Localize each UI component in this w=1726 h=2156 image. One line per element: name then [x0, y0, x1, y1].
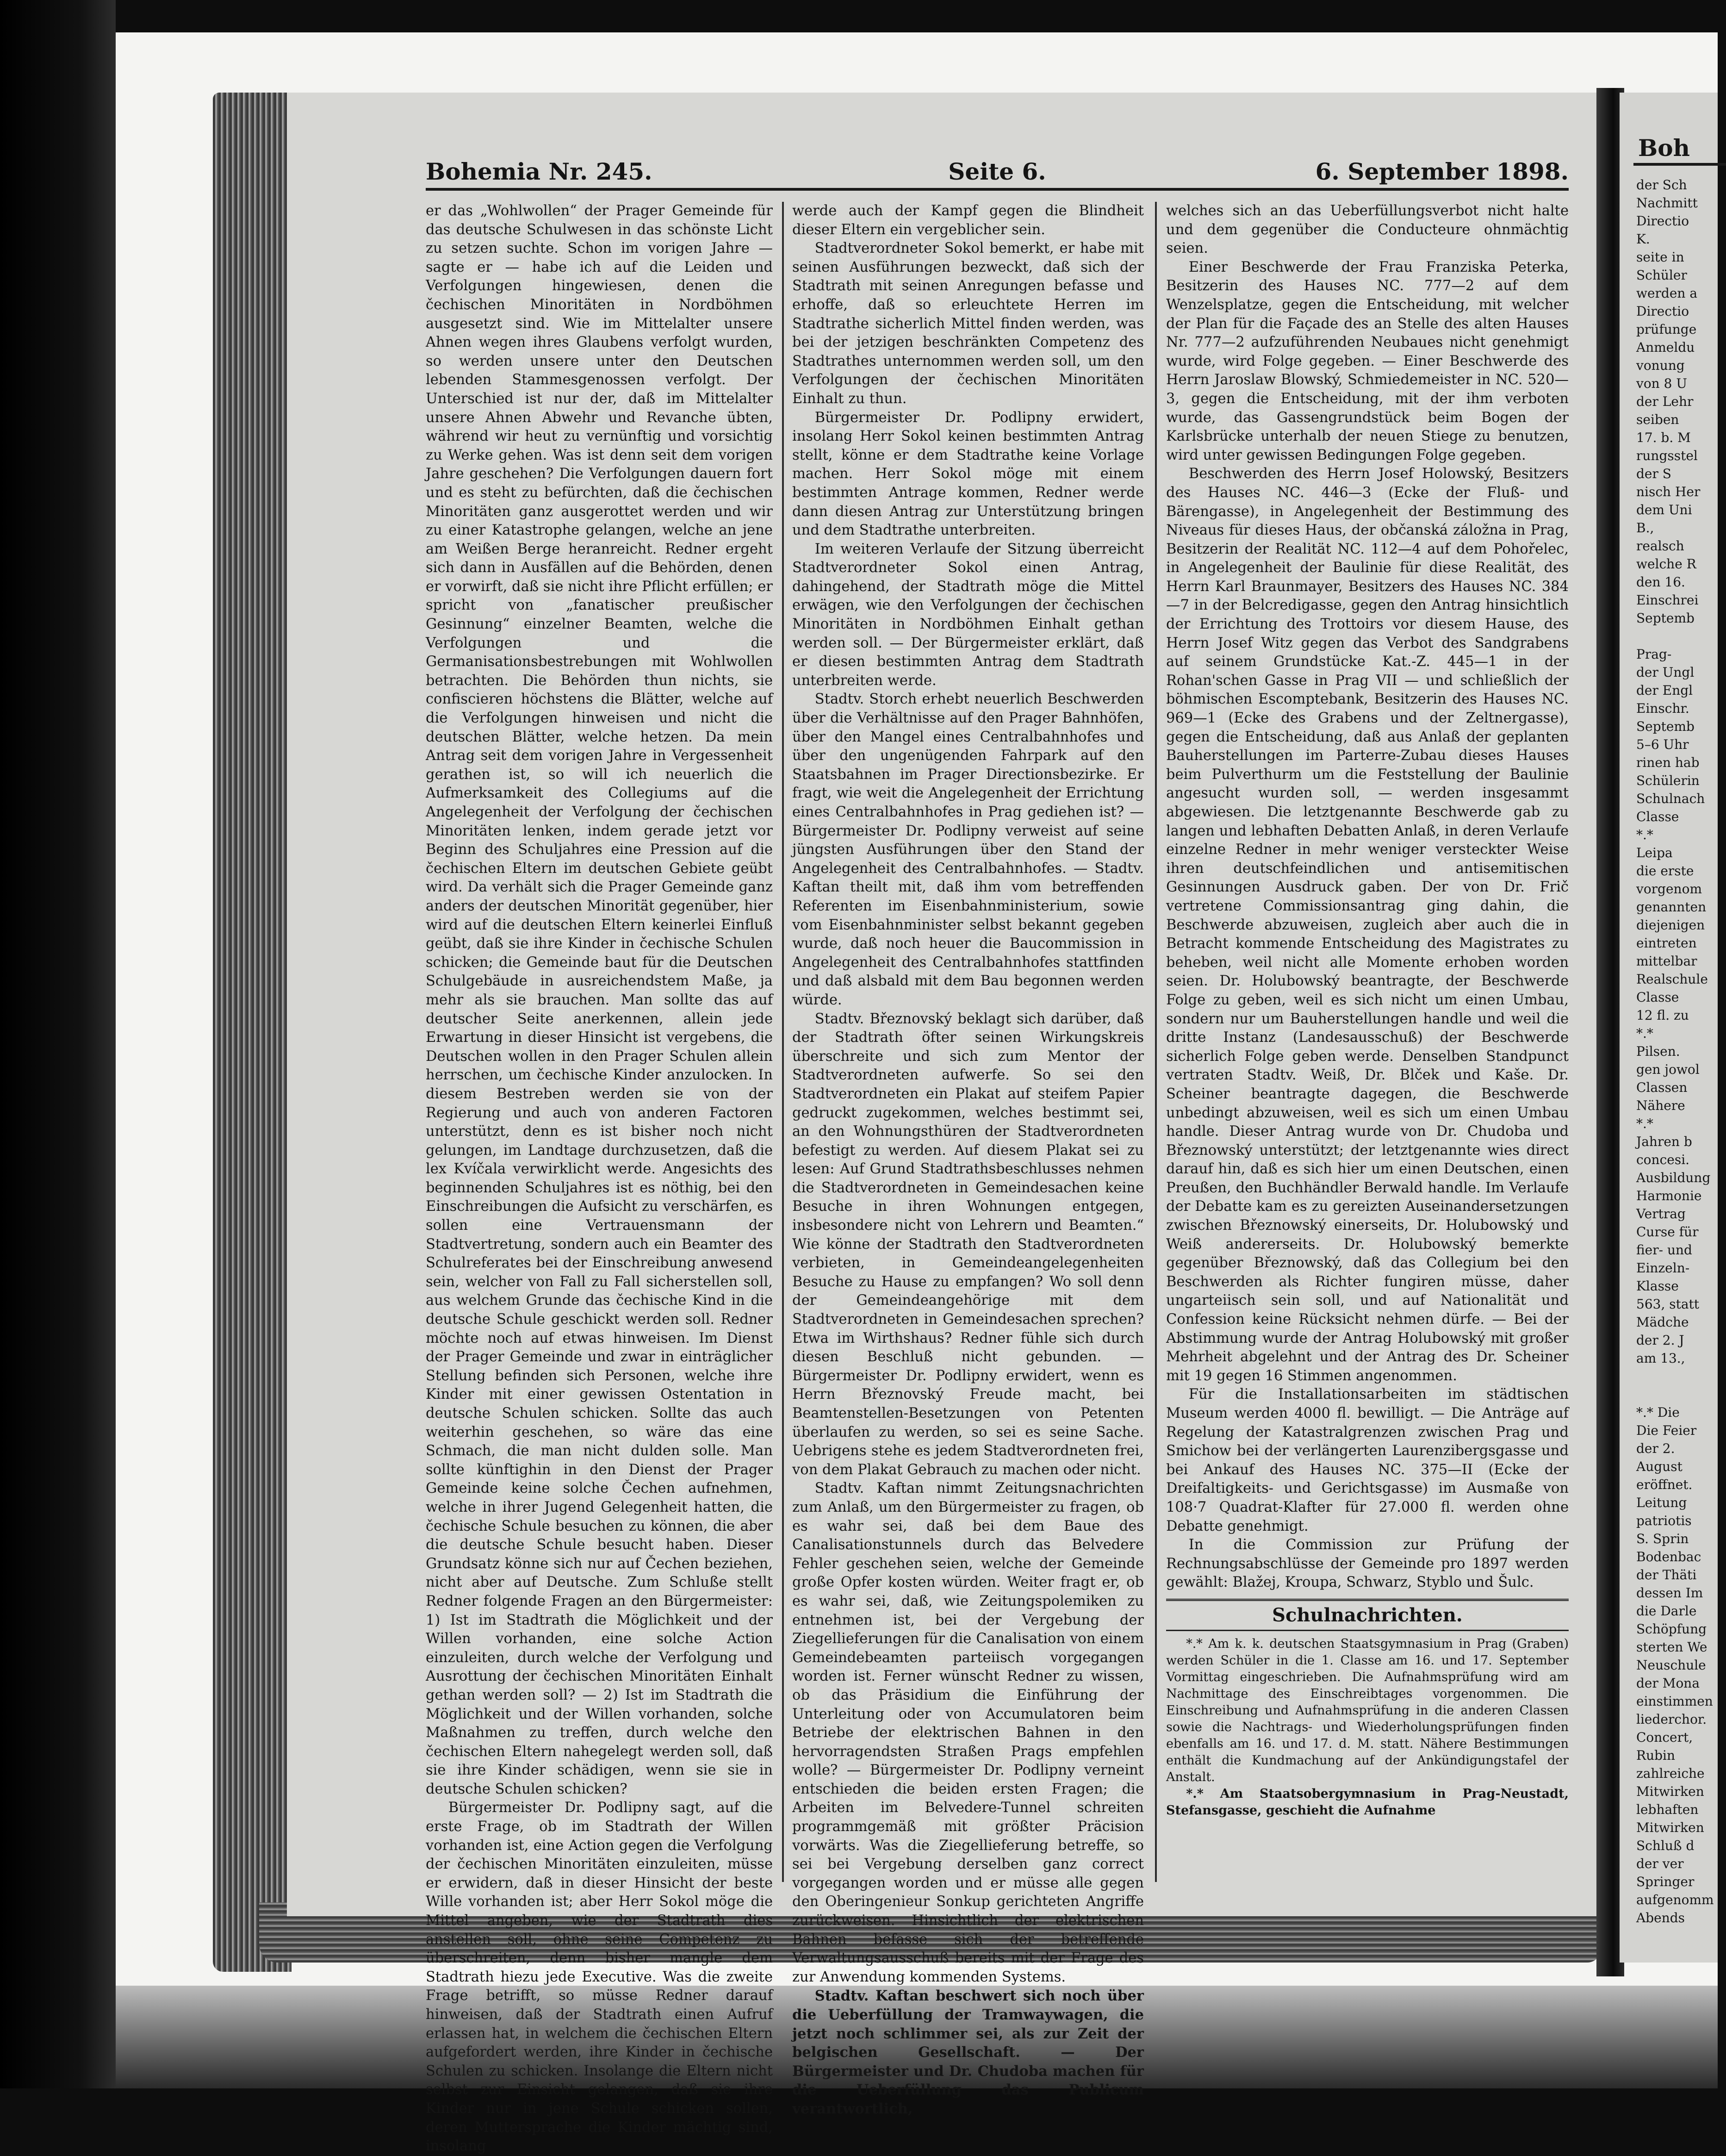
- book-page-edges-left: [213, 93, 292, 1972]
- article-paragraph: Stadtv. Storch erhebt neuerlich Beschwerden über die Verhältnisse auf den Prager Bahnhöfen, über den Mangel eines Centralbahnhofes und über den ungenügenden Fahrpark auf den Staatsbahnen im Prager Directionsbezirke. Er fragt, wie weit die Angelegenheit der Errichtung eines Centralbahnhofes in Prag gediehen ist? — Bürgermeister Dr. Podlipny verweist auf seine jüngsten Ausführungen über den Stand der Angelegenheit des Centralbahnhofes. — Stadtv. Kaftan theilt mit, daß ihm vom betreffenden Referenten im Eisenbahnministerium, sowie vom Eisenbahnminister selbst bekannt gegeben wurde, daß noch heuer die Baucommission in Angelegenheit des Centralbahnhofes stattfinden und daß alsbald mit dem Bau begonnen werden würde.: [792, 691, 1144, 1008]
- article-paragraph: Für die Installationsarbeiten im städtischen Museum werden 4000 fl. bewilligt. — Die Anträge auf Regelung der Katastralgrenzen zwischen Prag und Smichow bei der verlängerten Laurenzibergsgasse und bei Ankauf des Hauses NC. 375—II (Ecke der Dreifaltigkeits- und Gerichtsgasse) im Ausmaße von 108·7 Quadrat-Klafter für 27.000 fl. werden ohne Debatte genehmigt.: [1166, 1386, 1569, 1534]
- adjacent-page-line: Springer: [1636, 1874, 1695, 1889]
- adjacent-page-line: Schulnach: [1636, 791, 1705, 806]
- adjacent-page-line: [1636, 1385, 1718, 1403]
- adjacent-page-line: patriotis: [1636, 1513, 1692, 1528]
- adjacent-page-line: Classen: [1636, 1080, 1688, 1095]
- article-paragraph: werde auch der Kampf gegen die Blindheit dieser Eltern ein vergeblicher sein.: [792, 203, 1144, 238]
- adjacent-page-line: liederchor.: [1636, 1712, 1707, 1727]
- adjacent-page-line: Leitung: [1636, 1495, 1687, 1510]
- adjacent-page-line: [1636, 627, 1718, 645]
- adjacent-page-line: Prag-: [1636, 647, 1672, 662]
- adjacent-page-line: Einzeln-: [1636, 1260, 1690, 1276]
- school-news-item: *.* Am Staatsobergymnasium in Prag-Neustadt, Stefansgasse, geschieht die Aufnahme: [1166, 1786, 1569, 1818]
- adjacent-page-line: der 2.: [1636, 1441, 1675, 1456]
- adjacent-page-line: welche R: [1636, 556, 1696, 572]
- adjacent-page-line: lebhaften: [1636, 1802, 1699, 1817]
- film-dark-margin: [0, 0, 116, 2088]
- adjacent-page-line: Schöpfung: [1636, 1621, 1707, 1637]
- adjacent-page-line: Septemb: [1636, 719, 1695, 734]
- article-paragraph: Stadtv. Kaftan nimmt Zeitungsnachrichten zum Anlaß, um den Bürgermeister zu fragen, ob es wahr sei, daß bei dem Baue des Canalisationstunnels durch das Belvedere Fehler geschehen seien, welche der Gemeinde große Opfer kosten würden. Weiter fragt er, ob es wahr sei, daß, wie Zeitungspolemiken zu entnehmen ist, bei der Vergebung der Ziegellieferungen für die Canalisation von einem Gemeindebeamten parteiisch vorgegangen worden ist. Ferner wünscht Redner zu wissen, ob das Präsidium die Einführung der Unterleitung oder von Accumulatoren beim Betriebe der elektrischen Bahnen in den hervorragendsten Straßen Prags empfehlen wolle? — Bürgermeister Dr. Podlipny verneint entschieden die beiden ersten Fragen; die Arbeiten im Belvedere-Tunnel schreiten programmgemäß mit größter Präcision vorwärts. Was die Ziegellieferung betreffe, so sei bei Vergebung derselben ganz correct vorgegangen worden und er müsse alle gegen den Oberingenieur Sonkup gerichteten Angriffe zurückweisen. Hinsichtlich der elektrischen Bahnen befasse sich der betreffende Verwaltungsausschuß bereits mit der Frage des zur Anwendung kommenden Systems.: [792, 1480, 1144, 1985]
- adjacent-page-line: Mädche: [1636, 1315, 1689, 1330]
- header-issue: Bohemia Nr. 245.: [426, 158, 652, 185]
- adjacent-page-line: Directio: [1636, 304, 1689, 319]
- article-paragraph: Im weiteren Verlaufe der Sitzung überreicht Stadtverordneter Sokol einen Antrag, dahingehend, der Stadtrath möge die Mittel erwägen, wie den Verfolgungen der čechischen Minoritäten in Nordböhmen Einhalt gethan werden soll. — Der Bürgermeister erklärt, daß er diesen bestimmten Antrag dem Stadtrath unterbreiten werde.: [792, 541, 1144, 689]
- adjacent-page-line: seiben: [1636, 412, 1679, 427]
- adjacent-page-line: *.*: [1636, 1116, 1653, 1131]
- adjacent-page-line: Concert,: [1636, 1730, 1693, 1745]
- adjacent-page-line: S. Sprin: [1636, 1531, 1689, 1546]
- article-paragraph: Stadtv. Březnovský beklagt sich darüber, daß der Stadtrath öfter seinen Wirkungskreis überschreite und sich zum Mentor der Stadtverordneten aufwerfe. So sei den Stadtverordneten ein Plakat auf steifem Papier gedruckt zugekommen, welches bestimmt sei, an den Wohnungsthüren der Stadtverordneten befestigt zu werden. Auf diesem Plakat sei zu lesen: Auf Grund Stadtrathsbeschlusses nehmen die Stadtverordneten in Gemeindesachen keine Besuche in ihren Wohnungen entgegen, insbesondere nicht von Lehrern und Beamten.“ Wie könne der Stadtrath den Stadtverordneten verbieten, in Gemeindeangelegenheiten Besuche zu Hause zu empfangen? Wo soll denn der Gemeindeangehörige mit dem Stadtverordneten in Gemeindesachen sprechen? Etwa im Wirthshaus? Redner fühle sich durch diesen Beschluß nicht gebunden. — Bürgermeister Dr. Podlipny erwidert, wenn es Herrn Březnovský Freude macht, bei Beamtenstellen-Besetzungen von Petenten überlaufen zu werden, so sei es seine Sache. Uebrigens stehe es jedem Stadtverordneten frei, von dem Plakat Gebrauch zu machen oder nicht.: [792, 1010, 1144, 1478]
- adjacent-page-line: dessen Im: [1636, 1585, 1703, 1601]
- adjacent-page-line: Harmonie: [1636, 1188, 1702, 1203]
- adjacent-page-line: 17. b. M: [1636, 430, 1691, 445]
- adjacent-page-line: der Engl: [1636, 683, 1693, 698]
- section-heading-schulnachrichten: Schulnachrichten.: [1166, 1599, 1569, 1631]
- adjacent-page-line: die Darle: [1636, 1603, 1697, 1619]
- adjacent-page-line: fier- und: [1636, 1242, 1692, 1258]
- adjacent-page-line: Schülerin: [1636, 773, 1700, 788]
- adjacent-page-line: der 2. J: [1636, 1333, 1684, 1348]
- adjacent-page-line: Classe: [1636, 809, 1679, 824]
- column-rule-1: [782, 202, 784, 1882]
- adjacent-page-line: concesi.: [1636, 1152, 1690, 1167]
- adjacent-page-line: realsch: [1636, 538, 1684, 554]
- adjacent-page-line: der Mona: [1636, 1676, 1700, 1691]
- adjacent-page-line: vonung: [1636, 358, 1685, 373]
- adjacent-page-line: nisch Her: [1636, 484, 1701, 499]
- adjacent-page-fragment: [1620, 93, 1718, 1963]
- newspaper-page: [287, 93, 1596, 2155]
- adjacent-page-line: Bodenbac: [1636, 1549, 1701, 1564]
- adjacent-page-line: B.,: [1636, 520, 1654, 536]
- column-2: [792, 202, 1144, 2117]
- adjacent-page-header: Boh: [1638, 134, 1690, 162]
- adjacent-page-line: Vertrag: [1636, 1206, 1686, 1221]
- header-page-number: Seite 6.: [948, 158, 1046, 185]
- adjacent-page-line: Pilsen.: [1636, 1044, 1680, 1059]
- adjacent-page-line: die erste: [1636, 863, 1694, 879]
- adjacent-page-line: Die Feier: [1636, 1423, 1697, 1438]
- adjacent-page-line: Einschr.: [1636, 701, 1689, 716]
- article-paragraph: Einer Beschwerde der Frau Franziska Peterka, Besitzerin des Hauses NC. 777—2 auf dem Wenzelsplatze, gegen die Entscheidung, mit welcher der Plan für die Façade des an Stelle des alten Hauses Nr. 777—2 aufzuführenden Neubaues nicht genehmigt wurde, wird Folge gegeben. — Einer Beschwerde des Herrn Jaroslaw Blowský, Schmiedemeister in NC. 520—3, gegen die Entscheidung, mit der ihm verboten wurde, das Gassengrundstück beim Bogen der Karlsbrücke unterhalb der neuen Stiege zu benutzen, wird unter gewissen Bedingungen Folge gegeben.: [1166, 259, 1569, 463]
- adjacent-page-line: gen jowol: [1636, 1062, 1700, 1077]
- adjacent-page-line: August: [1636, 1459, 1683, 1474]
- article-paragraph: welches sich an das Ueberfüllungsverbot nicht halte und dem gegenüber die Conducteure ohnmächtig seien.: [1166, 203, 1569, 257]
- adjacent-page-line: zahlreiche: [1636, 1766, 1705, 1781]
- adjacent-page-line: [1636, 1367, 1718, 1385]
- article-paragraph: In die Commission zur Prüfung der Rechnungsabschlüsse der Gemeinde pro 1897 werden gewählt: Blažej, Kroupa, Schwarz, Styblo und Šulc.: [1166, 1537, 1569, 1591]
- adjacent-page-line: Abends: [1636, 1910, 1685, 1925]
- adjacent-page-line: aufgenomm: [1636, 1892, 1714, 1907]
- adjacent-page-line: 12 fl. zu: [1636, 1008, 1689, 1023]
- page-header: [426, 146, 1569, 191]
- adjacent-page-line: Mitwirken: [1636, 1820, 1704, 1835]
- column-rule-2: [1155, 202, 1157, 1882]
- adjacent-page-line: Einschrei: [1636, 592, 1699, 608]
- adjacent-page-line: der Sch: [1636, 177, 1687, 193]
- adjacent-page-line: Realschule: [1636, 972, 1708, 987]
- column-1: [426, 202, 773, 2155]
- adjacent-page-line: *.*: [1636, 827, 1653, 842]
- article-paragraph: Bürgermeister Dr. Podlipny sagt, auf die erste Frage, ob im Stadtrath der Willen vorhanden ist, eine Action gegen die Verfolgung der čechischen Minoritäten einzuleiten, müsse er erwidern, daß in dieser Hinsicht der beste Wille vorhanden ist; aber Herr Sokol möge die Mittel angeben, wie der Stadtrath dies anstellen soll, ohne seine Competenz zu überschreiten, denn bisher mangle dem Stadtrath hiezu jede Executive. Was die zweite Frage betrifft, so müsse Redner darauf hinweisen, daß der Stadtrath einen Aufruf erlassen hat, in welchem die čechischen Eltern aufgefordert werden, ihre Kinder in čechische Schulen zu schicken. Insolange die Eltern nicht selbst zur Einsicht gelangen, daß sie ihre Kinder nur in jene Schule schicken sollen, deren Muttersprache die Kinder mächtig sind, insolang: [426, 1800, 773, 2155]
- adjacent-page-line: Leipa: [1636, 845, 1673, 860]
- article-paragraph: Bürgermeister Dr. Podlipny erwidert, insolang Herr Sokol keinen bestimmten Antrag stellt, könne er dem Stadtrathe keine Vorlage machen. Herr Sokol möge mit einem bestimmten Antrage kommen, Redner werde dann diesen Antrag zur Unterstützung bringen und dem Stadtrathe unterbreiten.: [792, 409, 1144, 539]
- adjacent-page-line: K.: [1636, 231, 1650, 247]
- adjacent-page-line: Anmeldu: [1636, 340, 1695, 355]
- adjacent-page-line: *.*: [1636, 1026, 1653, 1041]
- adjacent-page-line: werden a: [1636, 286, 1698, 301]
- adjacent-page-line: Ausbildung: [1636, 1170, 1711, 1185]
- article-paragraph: Beschwerden des Herrn Josef Holowský, Besitzers des Hauses NC. 446—3 (Ecke der Fluß- und Bärengasse), in Angelegenheit der Bestimmung des Niveaus für dieses Haus, der občanská záložna in Prag, Besitzerin der Realität NC. 112—4 auf dem Pohořelec, in Angelegenheit der Baulinie für diese Realität, des Herrn Karl Braunmayer, Besitzers des Hauses NC. 384—7 in der Belcredigasse, gegen den Antrag hinsichtlich der Errichtung des Trottoirs vor diesem Hause, des Herrn Josef Witz gegen das Verbot des Sandgrabens auf seinem Grundstücke Kat.-Z. 445—1 in der Rohan'schen Gasse in Prag VII — und schließlich der böhmischen Escomptebank, Besitzerin des Hauses NC. 969—1 (Ecke des Grabens und der Zeltnergasse), gegen die Entscheidung, daß aus Anlaß der geplanten Bauherstellungen im Parterre-Zubau dieses Hauses beim Pulverthurm um die Feststellung der Baulinie angesucht wurden soll, — werden insgesammt abgewiesen. Die letztgenannte Beschwerde gab zu langen und lebhaften Debatten Anlaß, in deren Verlaufe einzelne Redner in mehr weniger versteckter Weise ihren deutschfeindlichen und antisemitischen Gesinnungen Ausdruck gaben. Der von Dr. Frič vertretene Commissionsantrag ging dahin, die Beschwerde abzuweisen, zugleich aber auch die in Betracht kommende Entscheidung des Magistrates zu beheben, weil nicht alle Momente erhoben worden seien. Dr. Holubowský beantragte, der Beschwerde Folge zu geben, weil es sich nicht um einen Umbau, sondern nur um Bauherstellungen handle und weil die dritte Instanz (Landesausschuß) der Beschwerde sicherlich Folge geben werde. Denselben Standpunct vertraten Stadtv. Weiß, Dr. Blček und Kaše. Dr. Scheiner beantragte dagegen, die Beschwerde unbedingt abzuweisen, weil es sich um einen Umbau handle. Dieser Antrag wurde von Dr. Chudoba und Březnowský unterstützt; der letztgenannte wies direct darauf hin, daß es sich hier um einen Deutschen, einen Preußen, den Buchhändler Berwald handle. Im Verlaufe der Debatte kam es zu gereizten Auseinandersetzungen zwischen Březnowský einerseits, Dr. Holubowský und Weiß andererseits. Dr. Holubowský bemerkte gegenüber Březnowský, daß das Collegium bei den Beschwerden als Richter fungiren müsse, daher ungarteiisch sein soll, und auf Nationalität und Confession keine Rücksicht nehmen dürfe. — Bei der Abstimmung wurde der Antrag Holubowský mit großer Mehrheit abgelehnt und der Antrag des Dr. Scheiner mit 19 gegen 16 Stimmen angenommen.: [1166, 466, 1569, 1384]
- adjacent-page-line: mittelbar: [1636, 953, 1697, 969]
- adjacent-page-line: den 16.: [1636, 574, 1685, 590]
- column-3: [1166, 202, 1569, 1868]
- adjacent-page-line: Neuschule: [1636, 1658, 1706, 1673]
- adjacent-page-column: [1636, 176, 1718, 1935]
- adjacent-page-line: einstimmen: [1636, 1694, 1713, 1709]
- adjacent-page-line: Schüler: [1636, 268, 1687, 283]
- adjacent-page-line: Nachmitt: [1636, 195, 1698, 211]
- adjacent-page-line: *.* Die: [1636, 1405, 1680, 1420]
- adjacent-page-line: der Ungl: [1636, 665, 1695, 680]
- adjacent-page-line: Septemb: [1636, 611, 1695, 626]
- adjacent-page-line: Directio: [1636, 213, 1689, 229]
- adjacent-page-line: Schluß d: [1636, 1838, 1695, 1853]
- adjacent-page-line: von 8 U: [1636, 376, 1687, 391]
- adjacent-page-line: Nähere: [1636, 1098, 1685, 1113]
- header-date: 6. September 1898.: [1315, 158, 1569, 185]
- adjacent-page-line: rungsstel: [1636, 448, 1698, 463]
- adjacent-page-line: 563, statt: [1636, 1296, 1700, 1312]
- article-paragraph: Stadtverordneter Sokol bemerkt, er habe mit seinen Ausführungen bezweckt, daß sich der Stadtrath mit seinen Anregungen befasse und erhoffe, daß so erleuchtete Herren im Stadtrathe sicherlich Mittel finden werden, was bei der jetzigen beschränkten Competenz des Stadtrathes unternommen werden soll, um den Verfolgungen der čechischen Minoritäten Einhalt zu thun.: [792, 240, 1144, 407]
- adjacent-page-line: 5–6 Uhr: [1636, 737, 1689, 752]
- adjacent-page-line: dem Uni: [1636, 502, 1692, 517]
- adjacent-page-line: vorgenom: [1636, 881, 1702, 897]
- adjacent-page-line: prüfunge: [1636, 322, 1697, 337]
- adjacent-page-line: der ver: [1636, 1856, 1684, 1871]
- adjacent-page-line: eintreten: [1636, 935, 1697, 951]
- adjacent-page-line: der Thäti: [1636, 1567, 1697, 1583]
- school-news-item: *.* Am k. k. deutschen Staatsgymnasium in Prag (Graben) werden Schüler in die 1. Classe am 16. und 17. September Vormittag eingeschrieben. Die Aufnahmsprüfung wird am Nachmittage des Einschreibtages vorgenommen. Die Einschreibung und Aufnahmsprüfung in die anderen Classen sowie die Nachtrags- und Wiederholungsprüfungen finden ebenfalls am 16. und 17. d. M. statt. Nähere Bestimmungen enthält die Kundmachung auf der Ankündigungstafel der Anstalt.: [1166, 1636, 1569, 1784]
- adjacent-page-line: Mitwirken: [1636, 1784, 1704, 1799]
- adjacent-page-line: der Lehr: [1636, 394, 1694, 409]
- adjacent-page-line: diejenigen: [1636, 917, 1705, 933]
- adjacent-page-line: Curse für: [1636, 1224, 1699, 1240]
- adjacent-page-header-rule: [1633, 163, 1726, 166]
- adjacent-page-line: eröffnet.: [1636, 1477, 1693, 1492]
- article-paragraph: er das „Wohlwollen“ der Prager Gemeinde für das deutsche Schulwesen in das schönste Licht zu setzen suchte. Schon im vorigen Jahre — sagte er — habe ich auf die Leiden und Verfolgungen hingewiesen, denen die čechischen Minoritäten in Nordböhmen ausgesetzt sind. Wie im Mittelalter unsere Ahnen wegen ihres Glaubens verfolgt wurden, so werden unsere unter den Deutschen lebenden Stammesgenossen verfolgt. Der Unterschied ist nur der, daß im Mittelalter unsere Ahnen Abwehr und Revanche übten, während wir heut zu vernünftig und vorsichtig zu Werke gehen. Was ist denn seit dem vorigen Jahre geschehen? Die Verfolgungen dauern fort und es steht zu befürchten, daß die čechischen Minoritäten ganz ausgerottet werden und wir zu einer Katastrophe gelangen, welche an jene am Weißen Berge heranreicht. Redner ergeht sich dann in Ausfällen auf die Behörden, denen er vorwirft, daß sie nicht ihre Pflicht erfüllen; er spricht von „fanatischer preußischer Gesinnung“ einzelner Beamten, welche die Verfolgungen und die Germanisationsbestrebungen mit Wohlwollen betrachten. Die Behörden thun nichts, sie confiscieren höchstens die Blätter, welche auf die Verfolgungen hinweisen und nicht die deutschen Blätter, welche hetzen. Da mein Antrag seit dem vorigen Jahre in Vergessenheit gerathen ist, so will ich neuerlich die Aufmerksamkeit des Collegiums auf die Angelegenheit der Verfolgung der čechischen Minoritäten lenken, indem gerade jetzt vor Beginn des Schuljahres eine Pression auf die čechischen Eltern im deutschen Gebiete geübt wird. Da verhält sich die Prager Gemeinde ganz anders der deutschen Minorität gegenüber, hier wird auf die deutschen Eltern keinerlei Einfluß geübt, daß sie ihre Kinder in čechische Schulen schicken; die Gemeinde baut für die Deutschen Schulgebäude in ausreichendstem Maße, ja mehr als sie brauchen. Man sollte das auf deutscher Seite anerkennen, allein jede Erwartung in dieser Hinsicht ist vergebens, die Deutschen wollen in den Prager Schulen allein herrschen, um čechische Kinder anzulocken. In diesem Bestreben werden sie von der Regierung und auch von anderen Factoren unterstützt, denn es ist bisher noch nicht gelungen, im Landtage durchzusetzen, daß die lex Kvíčala verwirklicht werde. Angesichts des beginnenden Schuljahres ist es nöthig, bei den Einschreibungen die Aufsicht zu verschärfen, es sollen eine Vertrauensmann der Stadtvertretung, sondern auch ein Beamter des Schulreferates bei der Einschreibung anwesend sein, welcher von Fall zu Fall sicherstellen soll, aus welchem Grunde das čechische Kind in die deutsche Schule geschickt werden soll. Redner möchte noch auf etwas hinweisen. Im Dienst der Prager Gemeinde und zwar in einträglicher Stellung befinden sich Personen, welche ihre Kinder mit einer gewissen Ostentation in deutsche Schulen schicken. Sollte das auch weiterhin geschehen, so wäre das eine Schmach, die man nicht dulden solle. Man sollte künftighin in den Dienst der Prager Gemeinde keine solche Čechen aufnehmen, welche in ihrer Jugend Gelegenheit hatten, die čechische Schule besuchen zu können, die aber die deutsche Schule besucht haben. Dieser Grundsatz könne sich nur auf Čechen beziehen, nicht aber auf Deutsche. Zum Schluße stellt Redner folgende Fragen an den Bürgermeister: 1) Ist im Stadtrath die Möglichkeit und der Willen vorhanden, eine solche Action einzuleiten, durch welche der Verfolgung und Ausrottung der čechischen Minoritäten Einhalt gethan werden soll? — 2) Ist im Stadtrath die Möglichkeit und der Willen vorhanden, solche Maßnahmen zu treffen, durch welche den čechischen Eltern nahegelegt werden soll, daß sie ihre Kinder schädigen, wenn sie sie in deutsche Schulen schicken?: [426, 203, 773, 1797]
- adjacent-page-line: Rubin: [1636, 1748, 1676, 1763]
- article-paragraph: Stadtv. Kaftan beschwert sich noch über die Ueberfüllung der Tramwaywagen, die jetzt noch schlimmer sei, als zur Zeit der belgischen Gesellschaft. — Der Bürgermeister und Dr. Chudoba machen für die Ueberfüllung das Publicum verantwortlich,: [792, 1988, 1144, 2117]
- adjacent-page-line: sterten We: [1636, 1639, 1707, 1655]
- adjacent-page-line: rinen hab: [1636, 755, 1700, 770]
- adjacent-page-line: Jahren b: [1636, 1134, 1692, 1149]
- adjacent-page-line: der S: [1636, 466, 1671, 481]
- adjacent-page-line: am 13.,: [1636, 1351, 1685, 1366]
- adjacent-page-line: Klasse: [1636, 1278, 1679, 1294]
- adjacent-page-line: seite in: [1636, 249, 1684, 265]
- adjacent-page-line: Classe: [1636, 990, 1679, 1005]
- adjacent-page-line: genannten: [1636, 899, 1707, 915]
